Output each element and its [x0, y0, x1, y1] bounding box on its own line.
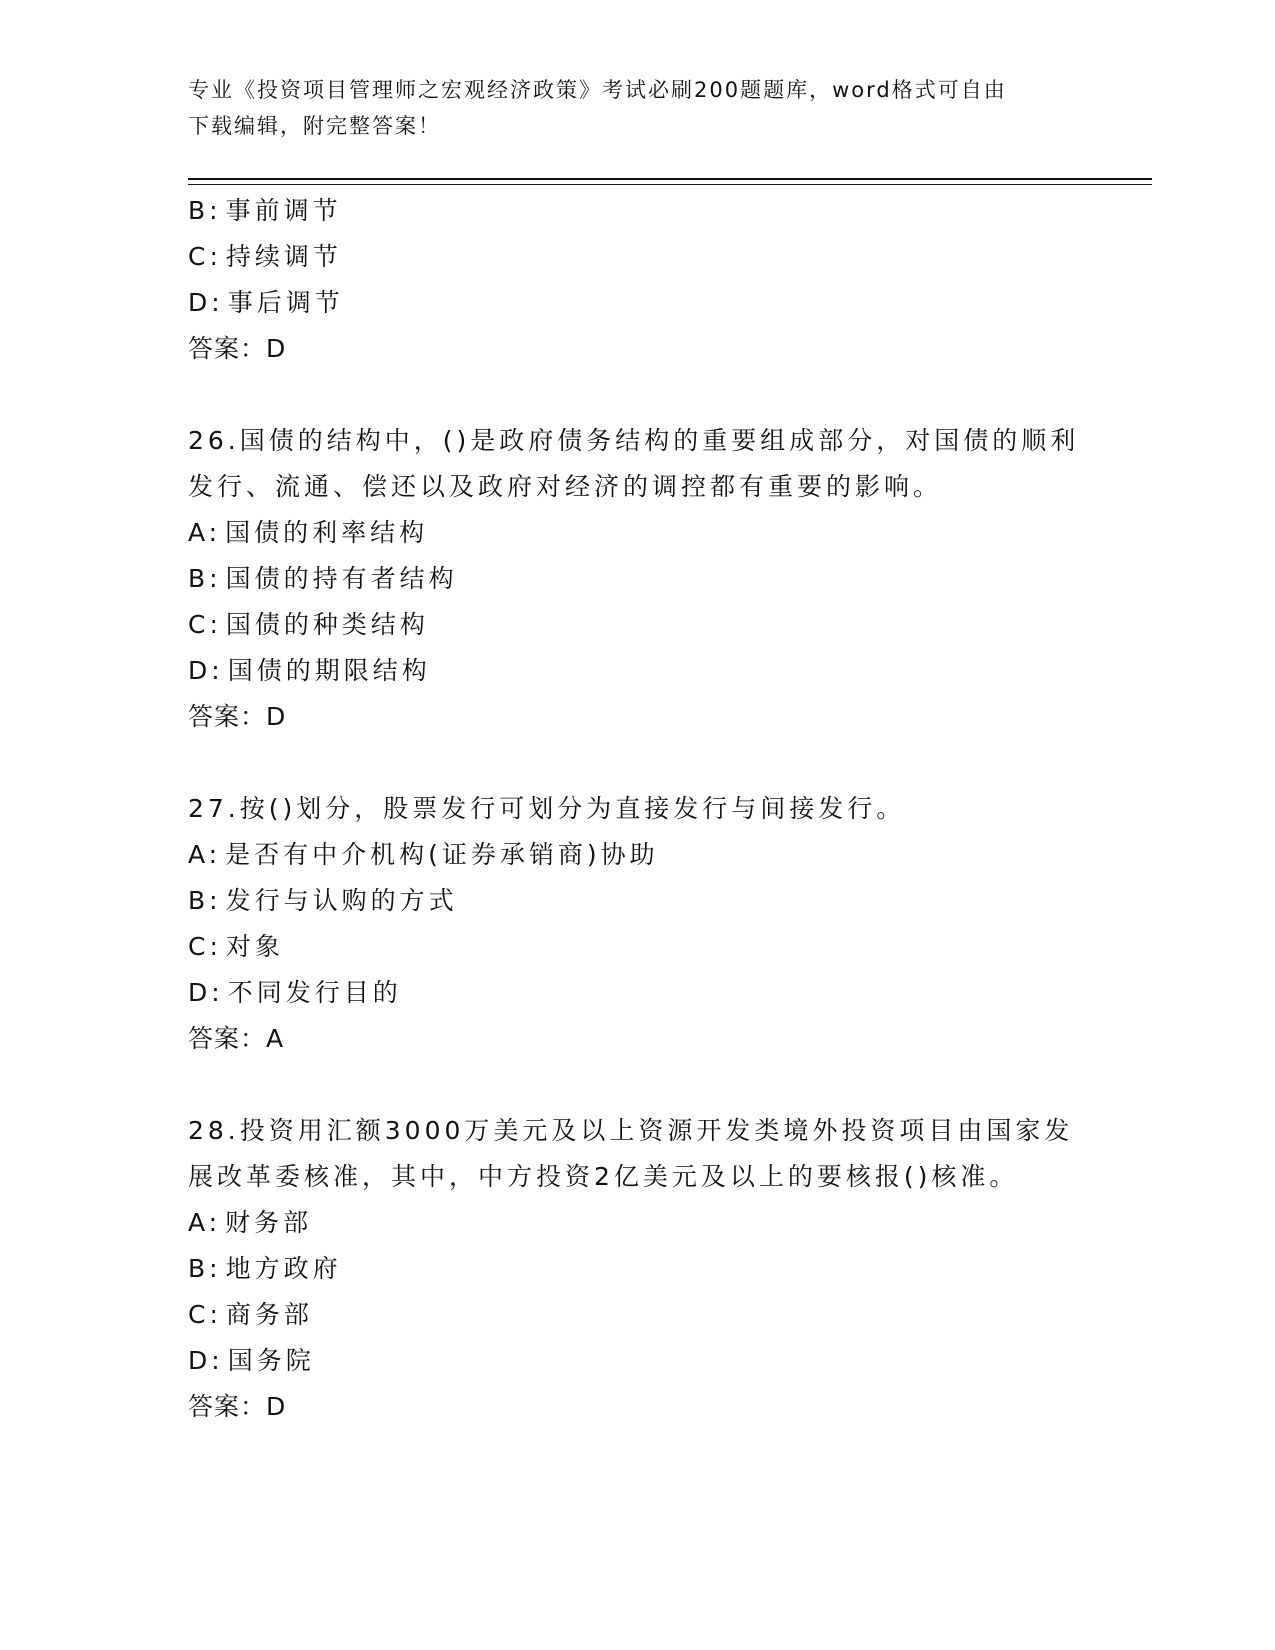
header-divider-thick: [188, 178, 1152, 180]
answer: 答案：D: [188, 334, 287, 363]
option-c: C: 国债的种类结构: [188, 610, 429, 639]
option-c: C: 持续调节: [188, 242, 342, 271]
option-b: B: 发行与认购的方式: [188, 886, 458, 915]
question-text-line-2: 展改革委核准，其中，中方投资2亿美元及以上的要核报()核准。: [188, 1162, 1019, 1191]
question-text-line-1: 27.按()划分，股票发行可划分为直接发行与间接发行。: [188, 794, 906, 823]
option-b: B: 事前调节: [188, 196, 342, 225]
question-28: [188, 1108, 1088, 1430]
question-text-line-1: 26.国债的结构中，()是政府债务结构的重要组成部分，对国债的顺利: [188, 426, 1080, 455]
option-d: D: 事后调节: [188, 288, 344, 317]
header-line-1: 专业《投资项目管理师之宏观经济政策》考试必刷200题题库，word格式可自由: [188, 78, 1007, 102]
option-d: D: 国债的期限结构: [188, 656, 431, 685]
partial-question: [188, 188, 1088, 372]
option-a: A: 国债的利率结构: [188, 518, 429, 547]
option-a: A: 财务部: [188, 1208, 313, 1237]
option-b: B: 地方政府: [188, 1254, 342, 1283]
header-line-2: 下载编辑，附完整答案！: [188, 114, 441, 138]
option-d: D: 不同发行目的: [188, 978, 402, 1007]
question-content: [188, 188, 1088, 1430]
answer: 答案：D: [188, 702, 287, 731]
document-header: [188, 72, 1088, 144]
header-divider-thin: [188, 184, 1152, 185]
answer: 答案：D: [188, 1392, 287, 1421]
option-b: B: 国债的持有者结构: [188, 564, 458, 593]
question-26: [188, 418, 1088, 740]
option-d: D: 国务院: [188, 1346, 315, 1375]
answer: 答案：A: [188, 1024, 285, 1053]
question-text-line-1: 28.投资用汇额3000万美元及以上资源开发类境外投资项目由国家发: [188, 1116, 1074, 1145]
question-text-line-2: 发行、流通、偿还以及政府对经济的调控都有重要的影响。: [188, 472, 943, 501]
question-27: [188, 786, 1088, 1062]
option-c: C: 商务部: [188, 1300, 313, 1329]
option-c: C: 对象: [188, 932, 284, 961]
option-a: A: 是否有中介机构(证券承销商)协助: [188, 840, 659, 869]
